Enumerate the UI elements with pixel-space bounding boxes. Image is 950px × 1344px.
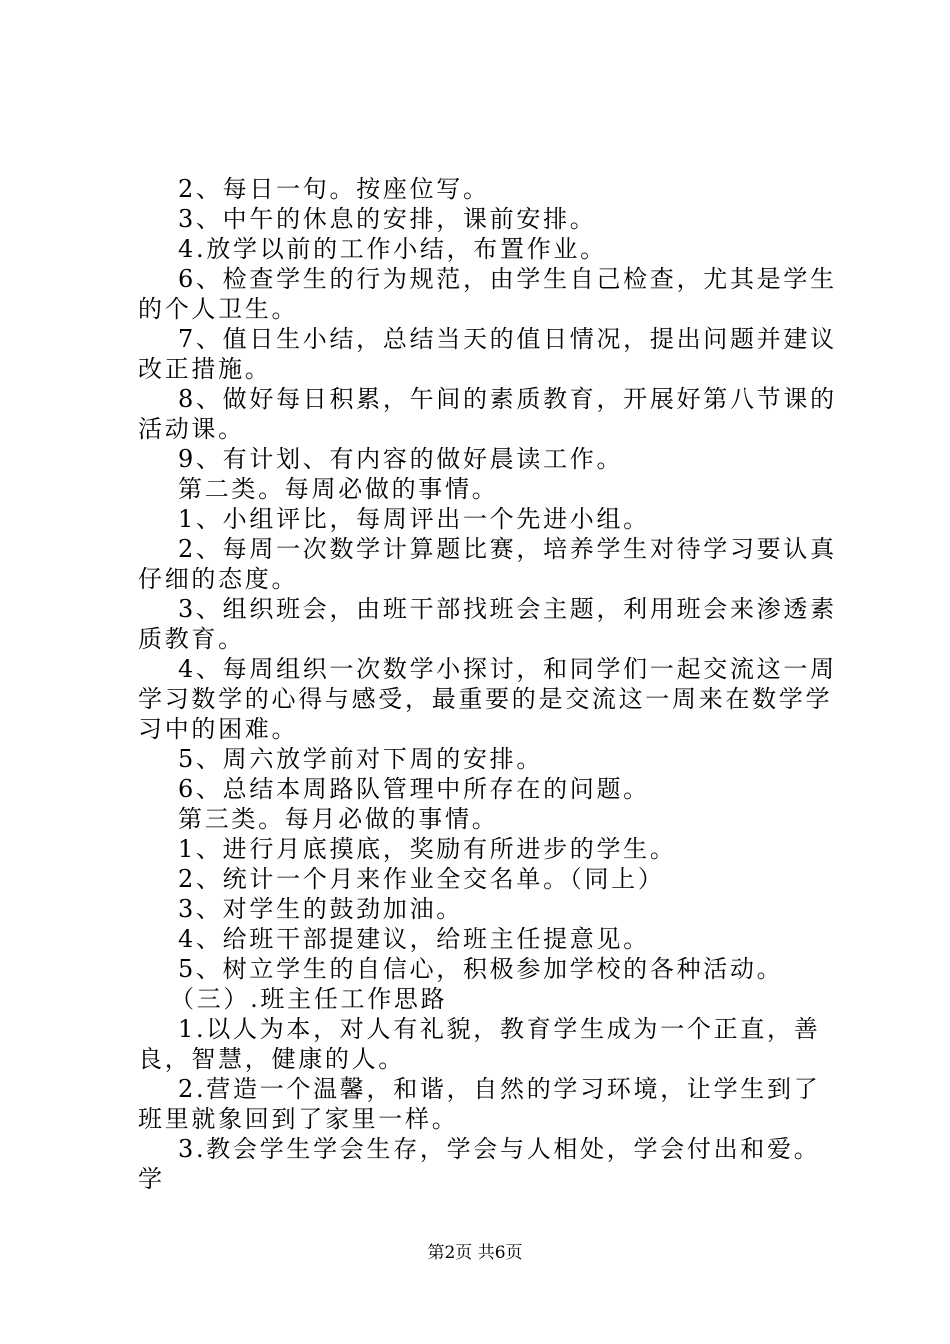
paragraph: 9、有计划、有内容的做好晨读工作。 xyxy=(178,445,624,473)
page-footer: 第2页 共6页 xyxy=(427,1243,523,1263)
paragraph: 8、做好每日积累，午间的素质教育，开展好第八节课的活动课。 xyxy=(138,385,837,443)
paragraph: 4.放学以前的工作小结，布置作业。 xyxy=(178,235,607,263)
document-body xyxy=(138,174,838,1194)
section-heading: （三）.班主任工作思路 xyxy=(170,985,448,1013)
paragraph: 3、中午的休息的安排，课前安排。 xyxy=(178,205,597,233)
section-heading: 第二类。每周必做的事情。 xyxy=(178,475,499,503)
paragraph: 2、统计一个月来作业全交名单。（同上） xyxy=(178,865,665,893)
paragraph: 2、每日一句。按座位写。 xyxy=(178,175,490,203)
paragraph: 3.教会学生学会生存，学会与人相处，学会付出和爱。学 xyxy=(138,1135,821,1193)
paragraph: 5、周六放学前对下周的安排。 xyxy=(178,745,544,773)
paragraph: 3、组织班会，由班干部找班会主题，利用班会来渗透素质教育。 xyxy=(138,595,837,653)
paragraph: 7、值日生小结，总结当天的值日情况，提出问题并建议改正措施。 xyxy=(138,325,837,383)
paragraph: 5、树立学生的自信心，积极参加学校的各种活动。 xyxy=(178,955,784,983)
section-heading: 第三类。每月必做的事情。 xyxy=(178,805,499,833)
paragraph: 6、总结本周路队管理中所存在的问题。 xyxy=(178,775,650,803)
paragraph: 1.以人为本，对人有礼貌，教育学生成为一个正直，善良，智慧，健康的人。 xyxy=(138,1015,821,1073)
paragraph: 4、给班干部提建议，给班主任提意见。 xyxy=(178,925,650,953)
paragraph: 2.营造一个温馨，和谐，自然的学习环境，让学生到了班里就象回到了家里一样。 xyxy=(138,1075,821,1133)
paragraph: 3、对学生的鼓劲加油。 xyxy=(178,895,463,923)
paragraph: 4、每周组织一次数学小探讨，和同学们一起交流这一周学习数学的心得与感受，最重要的是交流这一周来在数学学习中的困难。 xyxy=(138,655,837,743)
paragraph: 1、小组评比，每周评出一个先进小组。 xyxy=(178,505,650,533)
paragraph: 6、检查学生的行为规范，由学生自己检查，尤其是学生的个人卫生。 xyxy=(138,265,837,323)
paragraph: 2、每周一次数学计算题比赛，培养学生对待学习要认真仔细的态度。 xyxy=(138,535,837,593)
paragraph: 1、进行月底摸底，奖励有所进步的学生。 xyxy=(178,835,677,863)
